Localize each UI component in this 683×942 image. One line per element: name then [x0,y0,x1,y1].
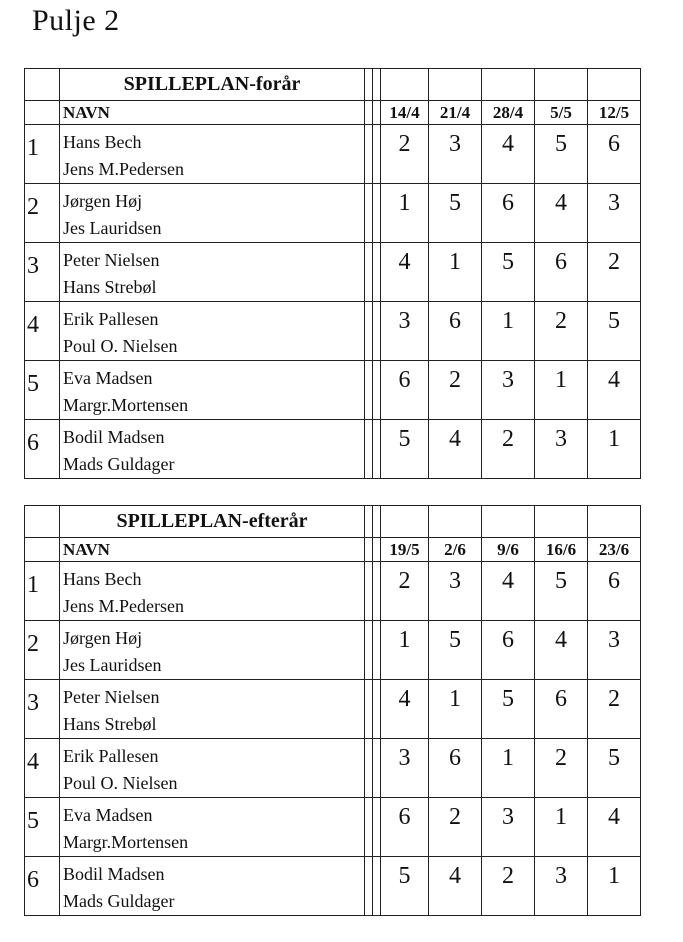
opponent-value: 5 [429,621,482,680]
opponent-value: 2 [429,361,482,420]
spacer-cell [365,420,373,479]
date-header: 28/4 [482,101,535,125]
spacer-cell [373,798,381,857]
opponent-value: 4 [429,857,482,916]
team-number: 2 [25,621,60,680]
spacer-cell [373,506,381,538]
opponent-value: 4 [381,243,429,302]
team-row [25,184,641,243]
spacer-cell [365,125,373,184]
name-column-header: NAVN [60,101,365,125]
team-row [25,243,641,302]
opponent-value: 3 [535,420,588,479]
team-players [60,621,365,680]
opponent-value: 2 [381,125,429,184]
opponent-value: 2 [482,420,535,479]
player-one: Bodil Madsen [63,427,165,447]
spacer-cell [365,538,373,562]
team-row [25,798,641,857]
opponent-value: 3 [588,184,641,243]
opponent-value: 1 [429,680,482,739]
date-header: 14/4 [381,101,429,125]
player-two: Hans Strebøl [63,714,157,734]
team-players [60,125,365,184]
opponent-value: 5 [535,562,588,621]
player-one: Peter Nielsen [63,250,160,270]
opponent-value: 6 [381,798,429,857]
opponent-value: 6 [588,562,641,621]
player-one: Erik Pallesen [63,746,159,766]
team-number: 6 [25,857,60,916]
opponent-value: 6 [482,621,535,680]
team-row [25,125,641,184]
player-one: Peter Nielsen [63,687,160,707]
schedule-table-spring [24,68,641,479]
spacer-cell [373,420,381,479]
opponent-value: 3 [482,361,535,420]
opponent-value: 5 [535,125,588,184]
player-one: Erik Pallesen [63,309,159,329]
opponent-value: 4 [588,798,641,857]
player-two: Mads Guldager [63,454,175,474]
team-row [25,680,641,739]
opponent-value: 5 [381,420,429,479]
header-row [25,101,641,125]
opponent-value: 4 [588,361,641,420]
team-number: 4 [25,302,60,361]
corner-cell [25,101,60,125]
spacer-cell [373,680,381,739]
opponent-value: 1 [381,621,429,680]
opponent-value: 6 [429,739,482,798]
opponent-value: 6 [588,125,641,184]
opponent-value: 5 [429,184,482,243]
spacer-cell [373,621,381,680]
blank-cell [588,69,641,101]
opponent-value: 1 [429,243,482,302]
spacer-cell [365,101,373,125]
player-two: Jens M.Pedersen [63,596,184,616]
spacer-cell [365,739,373,798]
team-players [60,798,365,857]
spacer-cell [373,857,381,916]
team-players [60,302,365,361]
spacer-cell [373,562,381,621]
opponent-value: 2 [535,739,588,798]
player-two: Jens M.Pedersen [63,159,184,179]
team-number: 2 [25,184,60,243]
spacer-cell [373,739,381,798]
opponent-value: 1 [535,361,588,420]
opponent-value: 6 [429,302,482,361]
blank-cell [381,506,429,538]
opponent-value: 3 [588,621,641,680]
blank-cell [429,69,482,101]
date-header: 12/5 [588,101,641,125]
opponent-value: 5 [482,680,535,739]
spacer-cell [365,243,373,302]
blank-cell [535,69,588,101]
team-row [25,857,641,916]
player-two: Jes Lauridsen [63,655,162,675]
name-column-header: NAVN [60,538,365,562]
team-row [25,302,641,361]
spacer-cell [365,680,373,739]
schedule-table-autumn [24,505,641,916]
opponent-value: 1 [588,420,641,479]
spacer-cell [373,69,381,101]
team-number: 5 [25,361,60,420]
team-players [60,562,365,621]
date-header: 5/5 [535,101,588,125]
opponent-value: 3 [429,562,482,621]
player-two: Margr.Mortensen [63,395,189,415]
team-number: 3 [25,243,60,302]
team-row [25,562,641,621]
team-players [60,857,365,916]
team-number: 1 [25,125,60,184]
spacer-cell [365,798,373,857]
opponent-value: 1 [482,302,535,361]
date-header: 2/6 [429,538,482,562]
player-two: Poul O. Nielsen [63,773,178,793]
header-row [25,538,641,562]
corner-cell [25,69,60,101]
date-header: 9/6 [482,538,535,562]
player-one: Hans Bech [63,132,142,152]
player-two: Poul O. Nielsen [63,336,178,356]
player-two: Jes Lauridsen [63,218,162,238]
player-two: Margr.Mortensen [63,832,189,852]
team-row [25,739,641,798]
opponent-value: 4 [429,420,482,479]
opponent-value: 2 [429,798,482,857]
spacer-cell [365,621,373,680]
opponent-value: 3 [482,798,535,857]
team-row [25,361,641,420]
title-row [25,69,641,101]
spacer-cell [373,101,381,125]
blank-cell [482,506,535,538]
player-two: Mads Guldager [63,891,175,911]
opponent-value: 2 [588,680,641,739]
opponent-value: 5 [588,739,641,798]
blank-cell [588,506,641,538]
player-two: Hans Strebøl [63,277,157,297]
player-one: Jørgen Høj [63,191,143,211]
opponent-value: 5 [381,857,429,916]
blank-cell [482,69,535,101]
spacer-cell [373,243,381,302]
schedule-title: SPILLEPLAN-efterår [60,506,365,538]
opponent-value: 5 [588,302,641,361]
spacer-cell [373,302,381,361]
team-number: 4 [25,739,60,798]
pool-title: Pulje 2 [32,4,120,37]
team-number: 1 [25,562,60,621]
opponent-value: 4 [482,125,535,184]
team-players [60,361,365,420]
spacer-cell [373,125,381,184]
opponent-value: 6 [381,361,429,420]
opponent-value: 3 [535,857,588,916]
player-one: Eva Madsen [63,368,153,388]
spacer-cell [365,562,373,621]
blank-cell [535,506,588,538]
opponent-value: 2 [588,243,641,302]
team-row [25,621,641,680]
spacer-cell [365,184,373,243]
team-players [60,420,365,479]
team-players [60,680,365,739]
opponent-value: 2 [535,302,588,361]
opponent-value: 4 [535,621,588,680]
blank-cell [381,69,429,101]
player-one: Eva Madsen [63,805,153,825]
date-header: 19/5 [381,538,429,562]
opponent-value: 4 [381,680,429,739]
date-header: 21/4 [429,101,482,125]
opponent-value: 1 [535,798,588,857]
spacer-cell [373,538,381,562]
schedule-title: SPILLEPLAN-forår [60,69,365,101]
opponent-value: 1 [482,739,535,798]
opponent-value: 2 [482,857,535,916]
team-players [60,243,365,302]
opponent-value: 1 [381,184,429,243]
team-players [60,739,365,798]
opponent-value: 1 [588,857,641,916]
title-row [25,506,641,538]
spacer-cell [365,302,373,361]
corner-cell [25,506,60,538]
opponent-value: 3 [381,739,429,798]
spacer-cell [373,184,381,243]
corner-cell [25,538,60,562]
opponent-value: 3 [381,302,429,361]
opponent-value: 4 [482,562,535,621]
opponent-value: 3 [429,125,482,184]
spacer-cell [373,361,381,420]
spacer-cell [365,506,373,538]
opponent-value: 4 [535,184,588,243]
team-number: 3 [25,680,60,739]
spacer-cell [365,361,373,420]
blank-cell [429,506,482,538]
opponent-value: 5 [482,243,535,302]
opponent-value: 6 [535,243,588,302]
team-number: 6 [25,420,60,479]
date-header: 23/6 [588,538,641,562]
team-players [60,184,365,243]
spacer-cell [365,857,373,916]
team-number: 5 [25,798,60,857]
date-header: 16/6 [535,538,588,562]
team-row [25,420,641,479]
player-one: Hans Bech [63,569,142,589]
opponent-value: 6 [535,680,588,739]
spacer-cell [365,69,373,101]
opponent-value: 6 [482,184,535,243]
opponent-value: 2 [381,562,429,621]
player-one: Bodil Madsen [63,864,165,884]
player-one: Jørgen Høj [63,628,143,648]
